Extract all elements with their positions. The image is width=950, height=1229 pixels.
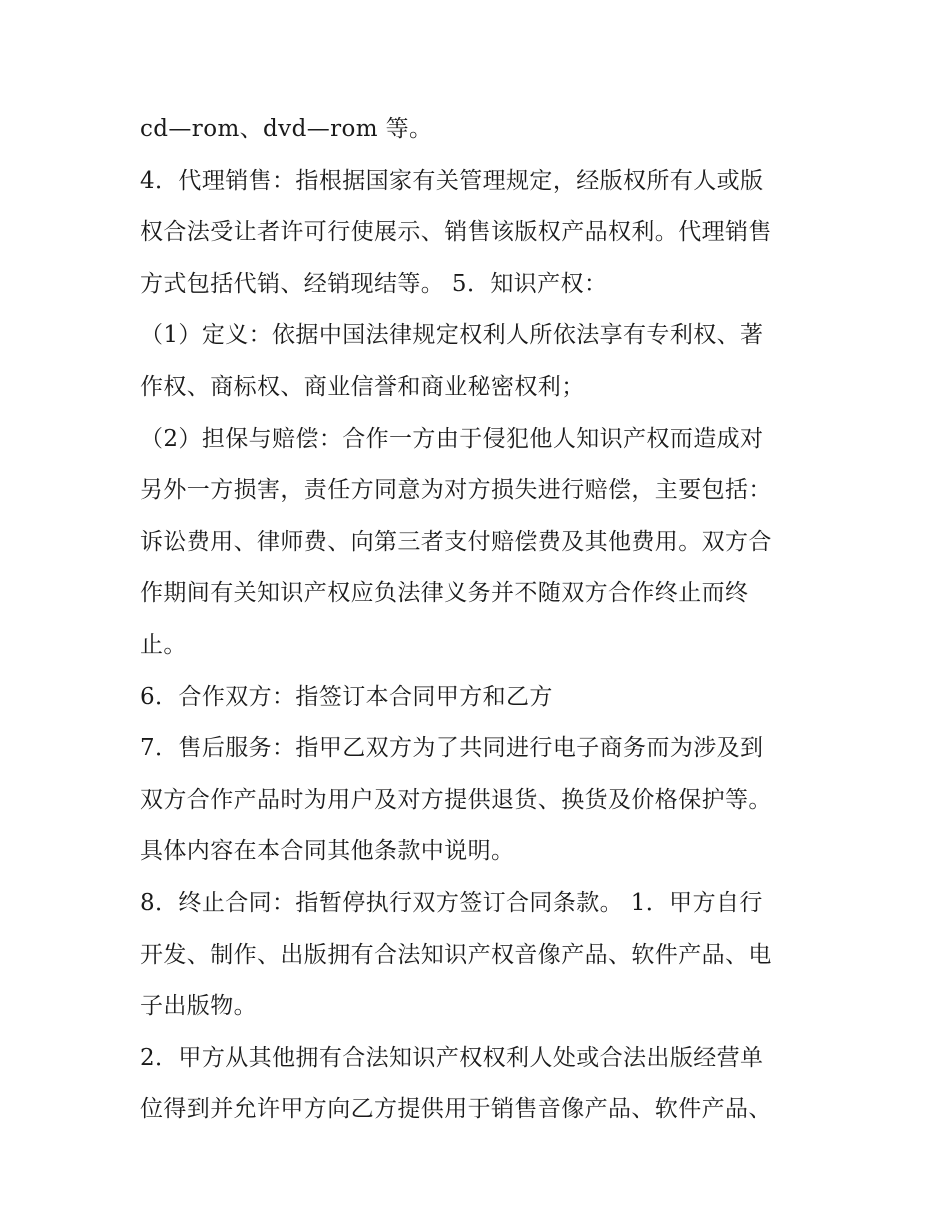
text-line: 6．合作双方：指签订本合同甲方和乙方 bbox=[140, 683, 553, 710]
text-line: （1）定义：依据中国法律规定权利人所依法享有专利权、著 bbox=[140, 322, 764, 349]
text-line: 双方合作产品时为用户及对方提供退货、换货及价格保护等。 bbox=[140, 786, 772, 813]
text-line: 权合法受让者许可行使展示、销售该版权产品权利。代理销售 bbox=[140, 219, 772, 246]
text-line: 位得到并允许甲方向乙方提供用于销售音像产品、软件产品、 bbox=[140, 1096, 772, 1123]
text-line: 7．售后服务：指甲乙双方为了共同进行电子商务而为涉及到 bbox=[140, 735, 764, 762]
document-body bbox=[140, 104, 820, 1136]
text-line: 作权、商标权、商业信誉和商业秘密权利； bbox=[140, 373, 585, 400]
text-line: 8．终止合同：指暂停执行双方签订合同条款。 1．甲方自行 bbox=[140, 889, 763, 916]
text-line: 4．代理销售：指根据国家有关管理规定，经版权所有人或版 bbox=[140, 167, 764, 194]
text-line: 子出版物。 bbox=[140, 993, 257, 1020]
text-line: 作期间有关知识产权应负法律义务并不随双方合作终止而终 bbox=[140, 580, 749, 607]
text-line: （2）担保与赔偿：合作一方由于侵犯他人知识产权而造成对 bbox=[140, 425, 764, 452]
text-line: 诉讼费用、律师费、向第三者支付赔偿费及其他费用。双方合 bbox=[140, 528, 772, 555]
text-line: 止。 bbox=[140, 631, 187, 658]
text-line: 另外一方损害，责任方同意为对方损失进行赔偿，主要包括： bbox=[140, 477, 772, 504]
text-line: 方式包括代销、经销现结等。 5．知识产权： bbox=[140, 270, 608, 297]
text-line: 2．甲方从其他拥有合法知识产权权利人处或合法出版经营单 bbox=[140, 1044, 764, 1071]
text-line: 开发、制作、出版拥有合法知识产权音像产品、软件产品、电 bbox=[140, 941, 772, 968]
text-line: 具体内容在本合同其他条款中说明。 bbox=[140, 838, 515, 865]
text-line: cd—rom、dvd—rom 等。 bbox=[140, 116, 433, 142]
